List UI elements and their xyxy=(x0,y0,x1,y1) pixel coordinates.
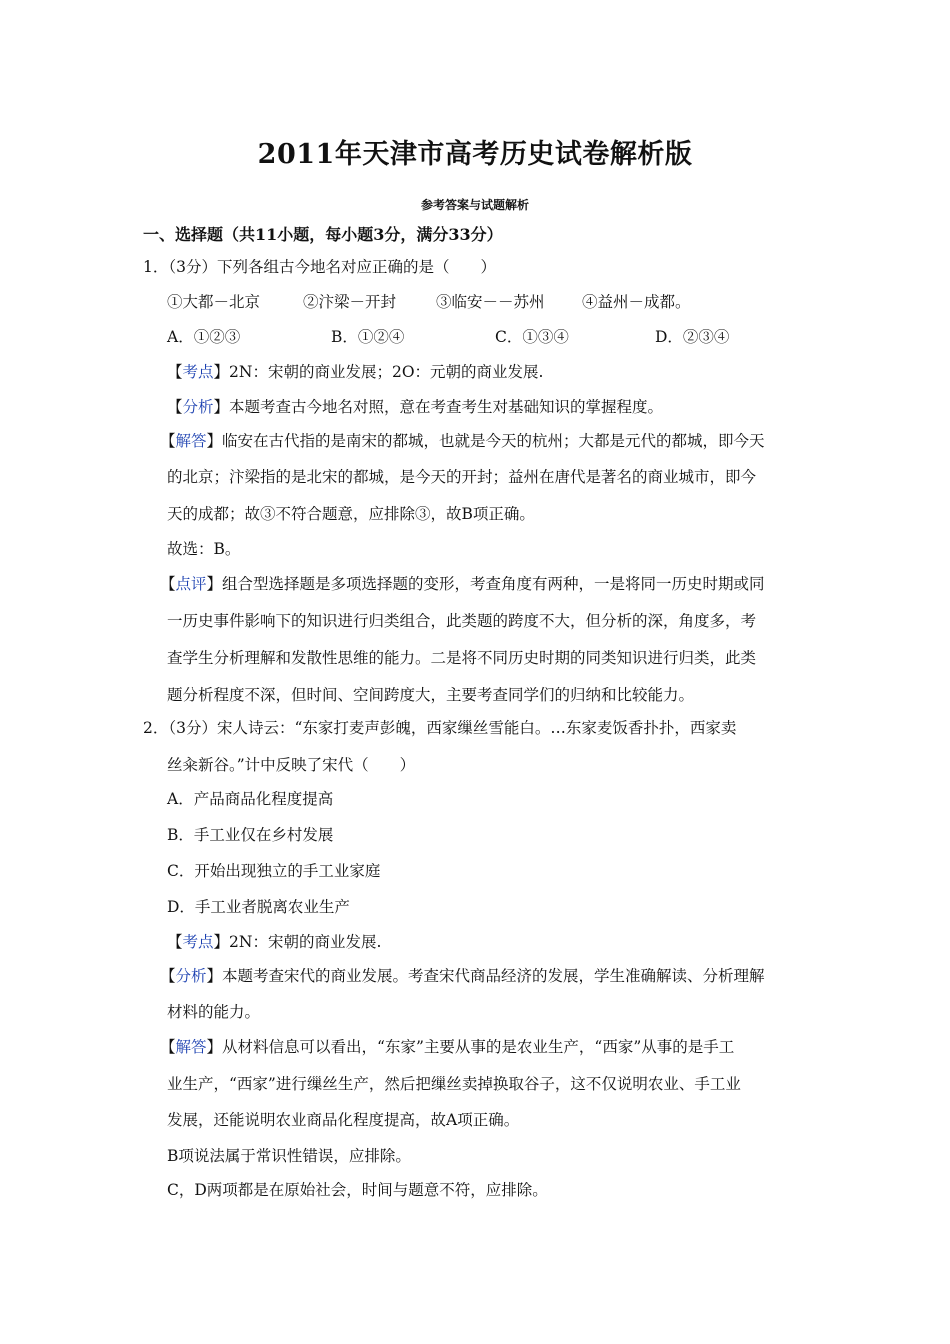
q2-kaodian-text: 2N：宋朝的商业发展. xyxy=(229,933,382,951)
q1-jieda-line-1 xyxy=(160,430,765,452)
page-subtitle: 参考答案与试题解析 xyxy=(420,198,529,212)
q1-option-b: B．①②④ xyxy=(331,328,405,346)
tag-jieda: 解答 xyxy=(175,432,207,450)
bracket-left: 【 xyxy=(167,398,183,416)
q2-option-c: C．开始出现独立的手工业家庭 xyxy=(167,862,381,880)
tag-fenxi: 分析 xyxy=(182,398,214,416)
q1-fenxi xyxy=(167,396,663,418)
bracket-right: 】 xyxy=(213,363,230,381)
q2-fenxi-line-2: 材料的能力。 xyxy=(167,1003,261,1021)
q2-option-a: A．产品商品化程度提高 xyxy=(167,790,334,808)
q1-item-3: ③临安－－苏州 xyxy=(436,293,545,311)
q2-stem-line-2: 丝籴新谷。”计中反映了宋代（ ） xyxy=(167,756,416,774)
q1-dianping-line-3: 查学生分析理解和发散性思维的能力。二是将不同历史时期的同类知识进行归类，此类 xyxy=(167,649,757,667)
bracket-left: 【 xyxy=(167,933,183,951)
bracket-right: 】 xyxy=(206,575,223,593)
q2-jieda-line-2: 业生产，“西家”进行缫丝生产，然后把缫丝卖掉换取谷子，这不仅说明农业、手工业 xyxy=(167,1075,741,1093)
q2-option-d: D．手工业者脱离农业生产 xyxy=(167,898,350,916)
bracket-left: 【 xyxy=(160,1038,176,1056)
q1-answer: 故选：B。 xyxy=(167,540,241,558)
q1-kaodian-text: 2N：宋朝的商业发展；2O：元朝的商业发展. xyxy=(229,363,544,381)
q1-jieda-text-1: 临安在古代指的是南宋的都城，也就是今天的杭州；大都是元代的都城，即今天 xyxy=(222,432,765,450)
q1-kaodian xyxy=(167,361,543,383)
q2-jieda-line-3: 发展，还能说明农业商品化程度提高，故A项正确。 xyxy=(167,1111,520,1129)
q1-item-2: ②汴梁－开封 xyxy=(303,293,397,311)
q1-option-a: A．①②③ xyxy=(167,328,241,346)
q2-fenxi-line-1 xyxy=(160,965,765,987)
bracket-right: 】 xyxy=(213,398,230,416)
q1-jieda-line-3: 天的成都；故③不符合题意，应排除③，故B项正确。 xyxy=(167,505,535,523)
bracket-left: 【 xyxy=(160,575,176,593)
section-heading: 一、选择题（共11小题，每小题3分，满分33分） xyxy=(143,225,503,244)
bracket-right: 】 xyxy=(213,933,230,951)
q1-stem: 1．（3分）下列各组古今地名对应正确的是（ ） xyxy=(143,258,496,276)
q2-jieda-line-4: B项说法属于常识性错误，应排除。 xyxy=(167,1147,411,1165)
q2-stem-line-1: 2．（3分）宋人诗云：“东家打麦声彭魄，西家缫丝雪能白。…东家麦饭香扑扑，西家卖 xyxy=(143,719,737,737)
q2-jieda-text-1: 从材料信息可以看出，“东家”主要从事的是农业生产，“西家”从事的是手工 xyxy=(222,1038,735,1056)
page-title: 2011年天津市高考历史试卷解析版 xyxy=(257,139,693,170)
q1-option-d: D．②③④ xyxy=(655,328,730,346)
tag-dianping: 点评 xyxy=(175,575,207,593)
tag-jieda: 解答 xyxy=(175,1038,207,1056)
q1-fenxi-text: 本题考查古今地名对照，意在考查考生对基础知识的掌握程度。 xyxy=(229,398,664,416)
q2-jieda-line-1 xyxy=(160,1036,734,1058)
bracket-right: 】 xyxy=(206,967,223,985)
q1-dianping-line-4: 题分析程度不深，但时间、空间跨度大，主要考查同学们的归纳和比较能力。 xyxy=(167,686,695,704)
tag-fenxi: 分析 xyxy=(175,967,207,985)
bracket-right: 】 xyxy=(206,432,223,450)
tag-kaodian: 考点 xyxy=(182,363,214,381)
bracket-left: 【 xyxy=(160,432,176,450)
q1-option-c: C．①③④ xyxy=(495,328,569,346)
q1-jieda-line-2: 的北京；汴梁指的是北宋的都城，是今天的开封；益州在唐代是著名的商业城市，即今 xyxy=(167,468,757,486)
bracket-left: 【 xyxy=(160,967,176,985)
bracket-right: 】 xyxy=(206,1038,223,1056)
q1-item-1: ①大都－北京 xyxy=(167,293,261,311)
q2-option-b: B．手工业仅在乡村发展 xyxy=(167,826,334,844)
q2-kaodian xyxy=(167,931,381,953)
tag-kaodian: 考点 xyxy=(182,933,214,951)
bracket-left: 【 xyxy=(167,363,183,381)
q2-fenxi-text-1: 本题考查宋代的商业发展。考查宋代商品经济的发展，学生准确解读、分析理解 xyxy=(222,967,765,985)
q1-dianping-line-1 xyxy=(160,573,765,595)
q1-dianping-text-1: 组合型选择题是多项选择题的变形，考查角度有两种，一是将同一历史时期或同 xyxy=(222,575,765,593)
q1-item-4: ④益州－成都。 xyxy=(582,293,691,311)
q2-jieda-line-5: C，D两项都是在原始社会，时间与题意不符，应排除。 xyxy=(167,1181,548,1199)
q1-dianping-line-2: 一历史事件影响下的知识进行归类组合，此类题的跨度不大，但分析的深，角度多，考 xyxy=(167,612,757,630)
